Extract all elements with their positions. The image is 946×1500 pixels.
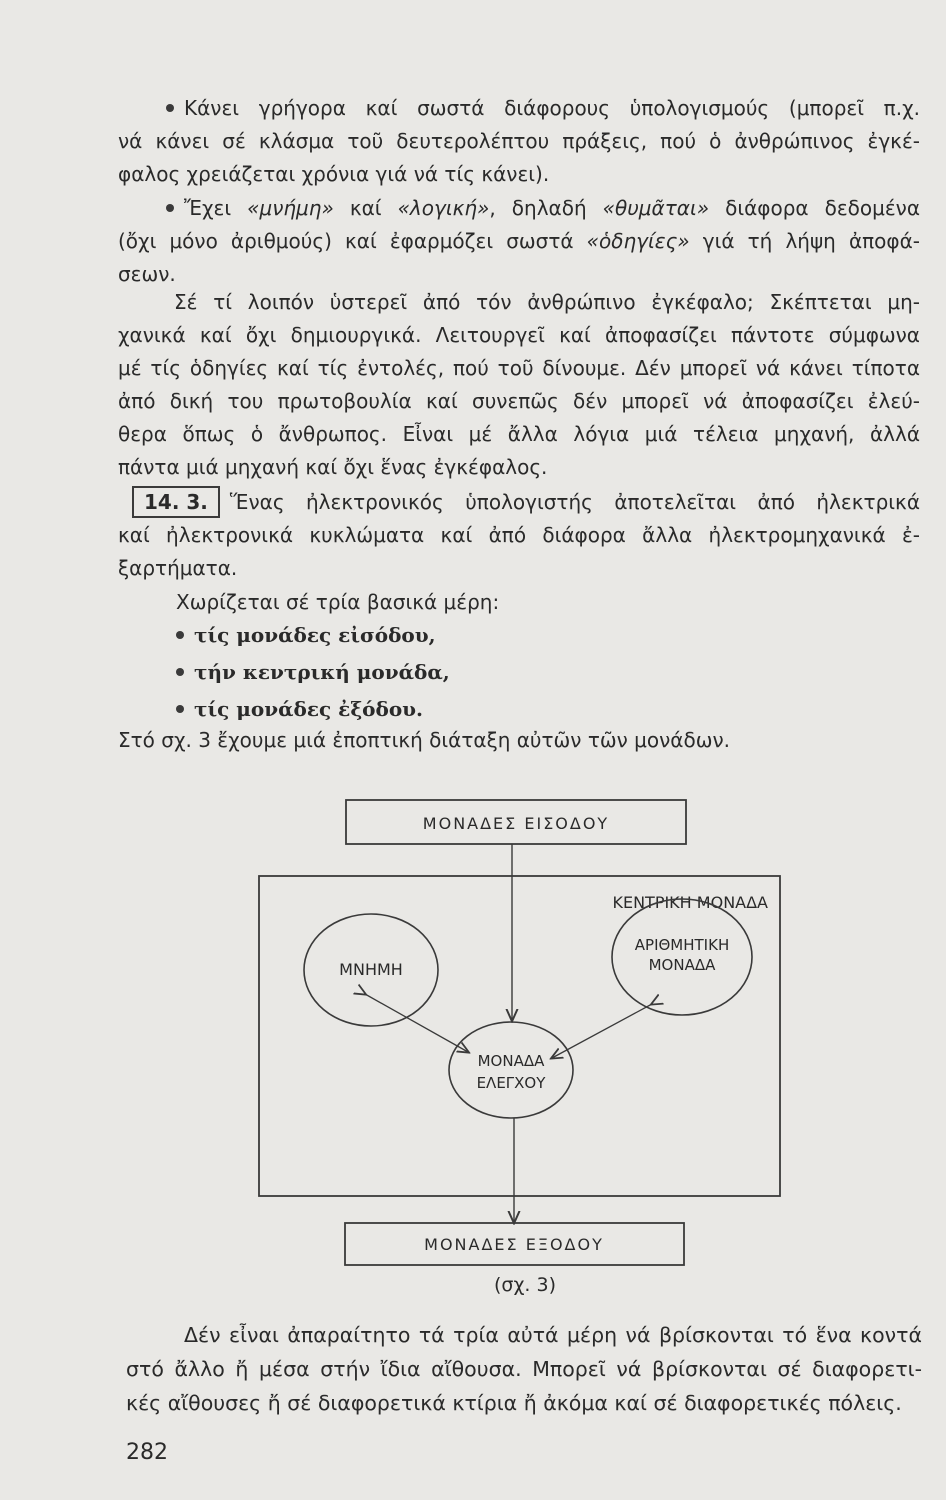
output-units-label: ΜΟΝΑΔΕΣ ΕΞΟΔΟΥ — [424, 1235, 604, 1254]
text-line: μέ τίς ὁδηγίες καί τίς ἐντολές, πού τοῦ δίνουμε. Δέν μπορεῖ νά κάνει τίποτα — [118, 356, 920, 380]
memory-label: ΜΝΗΜΗ — [339, 960, 403, 979]
text-line: Σέ τί λοιπόν ὑστερεῖ ἀπό τόν ἀνθρώπινο ἐγκέφαλο; Σκέπτεται μη- — [174, 290, 920, 314]
text-run: καί — [333, 196, 398, 220]
text-run: γιά τή λήψη ἀποφά- — [689, 229, 920, 253]
text-line: φαλος χρειάζεται χρόνια γιά νά τίς κάνει). — [118, 162, 550, 186]
central-unit-box — [259, 876, 780, 1196]
central-unit-label: ΚΕΝΤΡΙΚΗ ΜΟΝΑΔΑ — [612, 893, 768, 912]
memory-control-arrow — [365, 994, 468, 1052]
italic-term: «θυμᾶται» — [602, 196, 710, 220]
text-line: ξαρτήματα. — [118, 556, 238, 580]
text-line: χανικά καί ὄχι δημιουργικά. Λειτουργεῖ καί ἀποφασίζει πάντοτε σύμφωνα — [118, 323, 920, 347]
control-unit-ellipse — [449, 1022, 573, 1118]
text-line: Δέν εἶναι ἀπαραίτητο τά τρία αὐτά μέρη νά βρίσκονται τό ἕνα κοντά — [184, 1323, 922, 1347]
italic-term: «λογική» — [397, 196, 490, 220]
figure-caption: (σχ. 3) — [494, 1274, 557, 1296]
page-number: 282 — [126, 1440, 168, 1465]
arithmetic-control-arrow — [552, 1004, 652, 1058]
text-line: ἀπό δική του πρωτοβουλία καί συνεπῶς δέν μπορεῖ νά ἀποφασίζει ἐλεύ- — [118, 389, 920, 413]
text-line: κές αἴθουσες ἤ σέ διαφορετικά κτίρια ἤ ἀκόμα καί σέ διαφορετικές πόλεις. — [126, 1391, 902, 1415]
list-item-label: τίς μονάδες εἰσόδου, — [194, 623, 436, 647]
control-unit-label-line2: ΕΛΕΓΧΟΥ — [476, 1074, 546, 1092]
italic-term: «μνήμη» — [247, 196, 334, 220]
text-run: Ἔχει — [184, 196, 248, 220]
arithmetic-unit-label-line2: ΜΟΝΑΔΑ — [648, 956, 716, 974]
text-line: σεων. — [118, 262, 176, 286]
arithmetic-unit-label-line1: ΑΡΙΘΜΗΤΙΚΗ — [634, 936, 730, 954]
text-line: Στό σχ. 3 ἔχουμε μιά ἐποπτική διάταξη αὐτῶν τῶν μονάδων. — [118, 728, 730, 752]
line-text: Κάνει γρήγορα καί σωστά διάφορους ὑπολογισμούς (μπορεῖ π.χ. — [184, 96, 920, 120]
text-run: διάφορα δεδομένα — [709, 196, 921, 220]
paragraph-closing — [126, 1318, 922, 1420]
control-unit-label-line1: ΜΟΝΑΔΑ — [477, 1052, 545, 1070]
text-line: καί ἠλεκτρονικά κυκλώματα καί ἀπό διάφορα ἄλλα ἠλεκτρομηχανικά ἐ- — [118, 523, 920, 547]
input-units-label: ΜΟΝΑΔΕΣ ΕΙΣΟΔΟΥ — [422, 814, 610, 833]
list-item-label: τίς μονάδες ἐξόδου. — [194, 697, 424, 721]
italic-term: «ὁδηγίες» — [586, 229, 690, 253]
text-run: Ἕνας ἠλεκτρονικός ὑπολογιστής ἀποτελεῖται ἀπό ἠλεκτρικά — [229, 490, 920, 514]
text-run: (ὄχι μόνο ἀριθμούς) καί ἐφαρμόζει σωστά — [118, 229, 587, 253]
text-line: στό ἄλλο ἤ μέσα στήν ἴδια αἴθουσα. Μπορεῖ νά βρίσκονται σέ διαφορετι- — [126, 1357, 922, 1381]
text-line: νά κάνει σέ κλάσμα τοῦ δευτερολέπτου πράξεις, πού ὁ ἀνθρώπινος ἐγκέ- — [118, 129, 920, 153]
list-item-label: τήν κεντρική μονάδα, — [194, 660, 450, 684]
text-line: Χωρίζεται σέ τρία βασικά μέρη: — [176, 590, 500, 614]
section-number: 14. 3. — [132, 486, 220, 518]
text-line: θερα ὅπως ὁ ἄνθρωπος. Εἶναι μέ ἄλλα λόγια μιά τέλεια μηχανή, ἀλλά — [118, 422, 920, 446]
text-run: , δηλαδή — [489, 196, 603, 220]
text-line: πάντα μιά μηχανή καί ὄχι ἕνας ἐγκέφαλος. — [118, 455, 548, 479]
